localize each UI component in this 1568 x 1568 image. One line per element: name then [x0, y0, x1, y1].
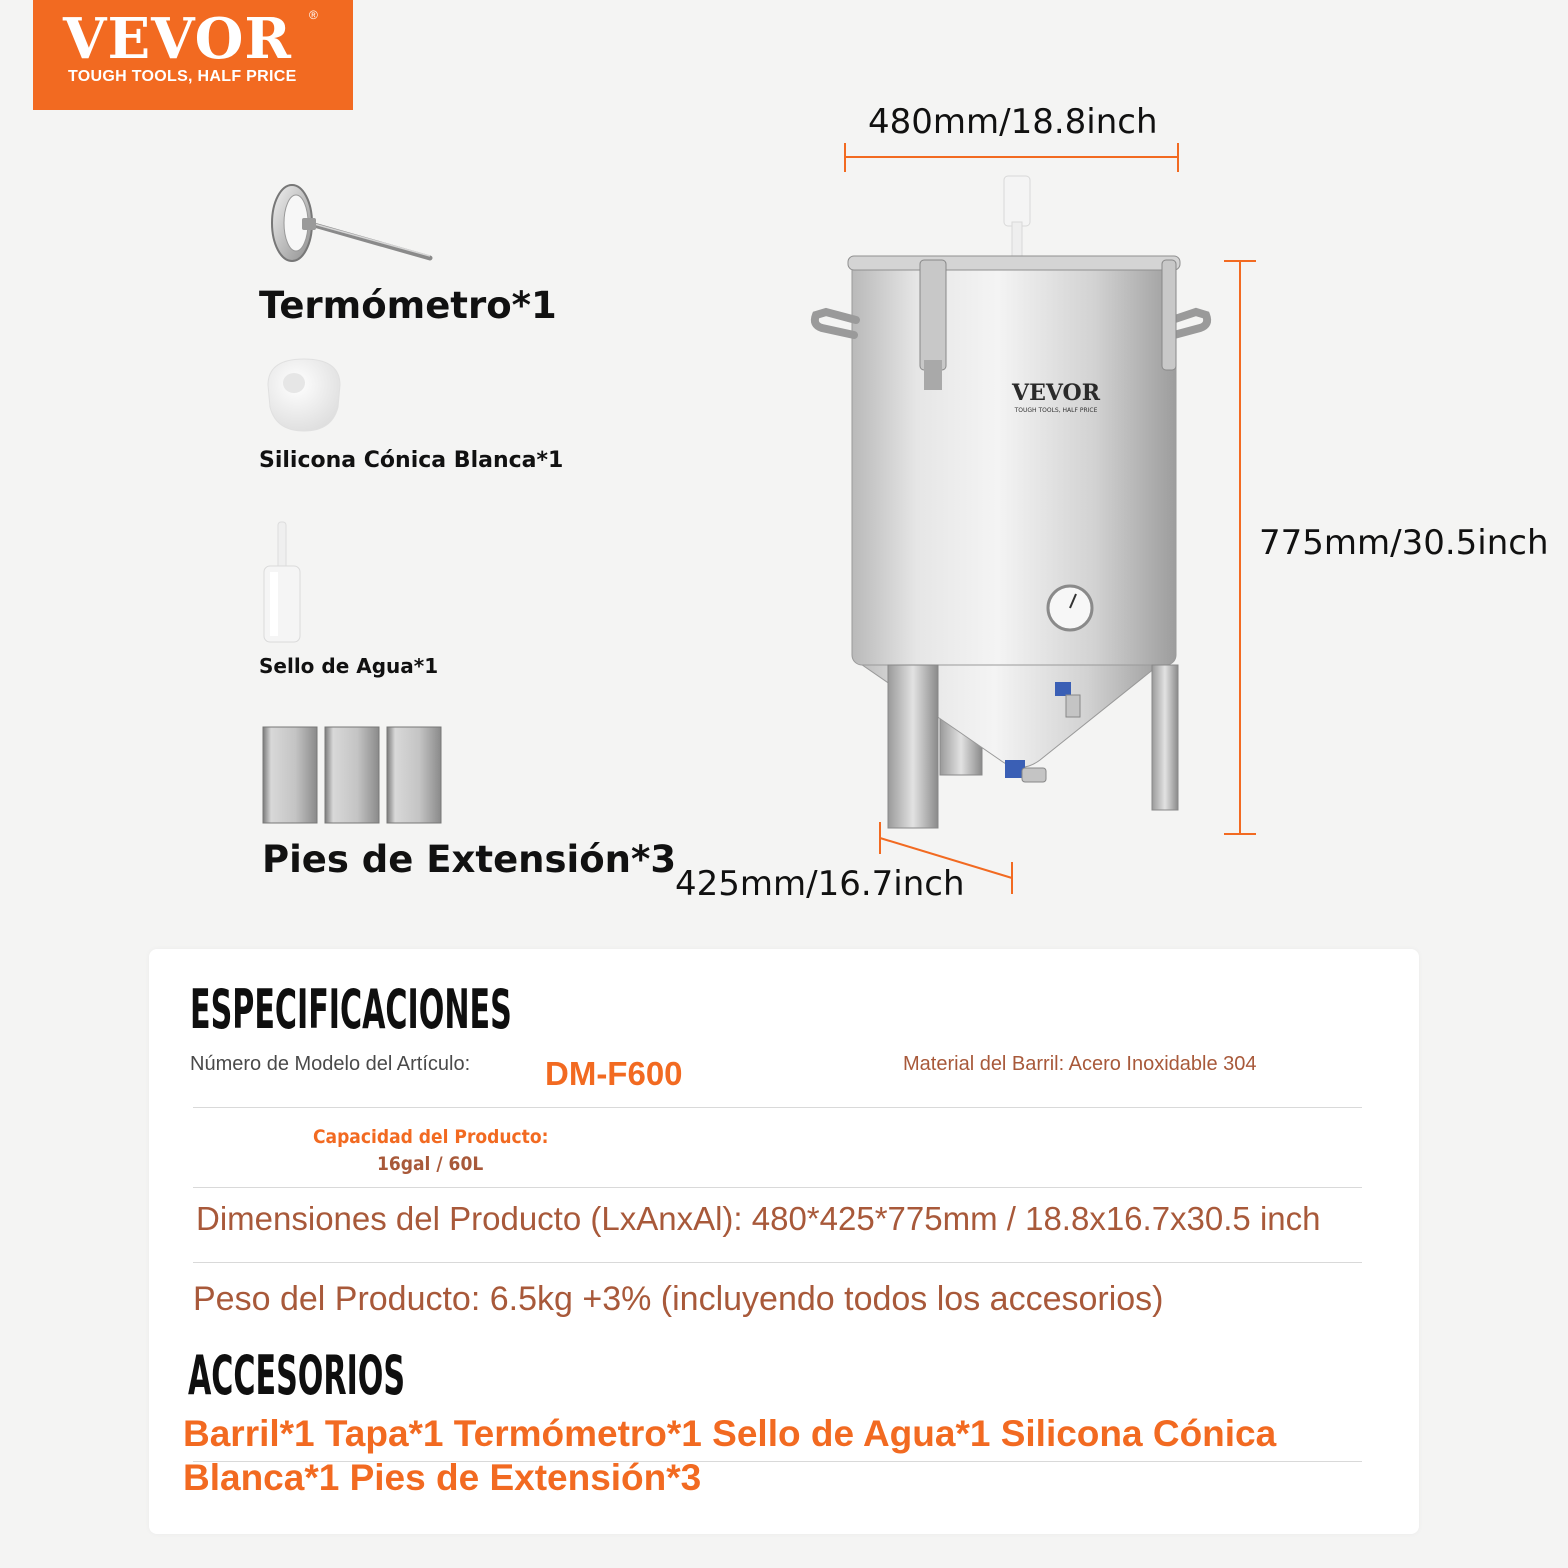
divider	[193, 1187, 1362, 1188]
brand-name: VEVOR	[63, 6, 292, 72]
capacity-label: Capacidad del Producto:	[313, 1126, 549, 1148]
model-label: Número de Modelo del Artículo:	[190, 1053, 471, 1075]
width-dimension-label: 480mm/18.8inch	[868, 102, 1158, 142]
accessory-label-airlock: Sello de Agua*1	[259, 654, 439, 678]
product-weight: Peso del Producto: 6.5kg +3% (incluyendo todos los accesorios)	[193, 1280, 1164, 1318]
depth-dimension-label: 425mm/16.7inch	[675, 864, 965, 904]
svg-text:TOUGH TOOLS, HALF PRICE: TOUGH TOOLS, HALF PRICE	[1014, 407, 1098, 414]
svg-text:VEVOR: VEVOR	[1012, 380, 1100, 406]
accessories-heading: ACCESORIOS	[188, 1344, 406, 1407]
accessory-label-legs: Pies de Extensión*3	[262, 838, 677, 881]
product-dimensions: Dimensiones del Producto (LxAnxAl): 480*425*775mm / 18.8x16.7x30.5 inch	[196, 1200, 1321, 1237]
capacity-value: 16gal / 60L	[377, 1153, 484, 1175]
accessories-list-line-2: Blanca*1 Pies de Extensión*3	[183, 1457, 702, 1498]
divider	[193, 1262, 1362, 1263]
accessory-label-thermometer: Termómetro*1	[259, 284, 557, 327]
barrel-material: Material del Barril: Acero Inoxidable 304	[903, 1053, 1257, 1075]
height-dimension-label: 775mm/30.5inch	[1259, 523, 1549, 563]
registered-mark: ®	[309, 8, 318, 22]
brand-tagline: TOUGH TOOLS, HALF PRICE	[68, 68, 297, 85]
accessory-label-silicone: Silicona Cónica Blanca*1	[259, 448, 564, 473]
specs-heading: ESPECIFICACIONES	[190, 978, 512, 1041]
divider	[193, 1107, 1362, 1108]
accessories-list-line-1: Barril*1 Tapa*1 Termómetro*1 Sello de Agua*1 Silicona Cónica	[183, 1413, 1277, 1454]
model-value: DM-F600	[545, 1055, 683, 1092]
